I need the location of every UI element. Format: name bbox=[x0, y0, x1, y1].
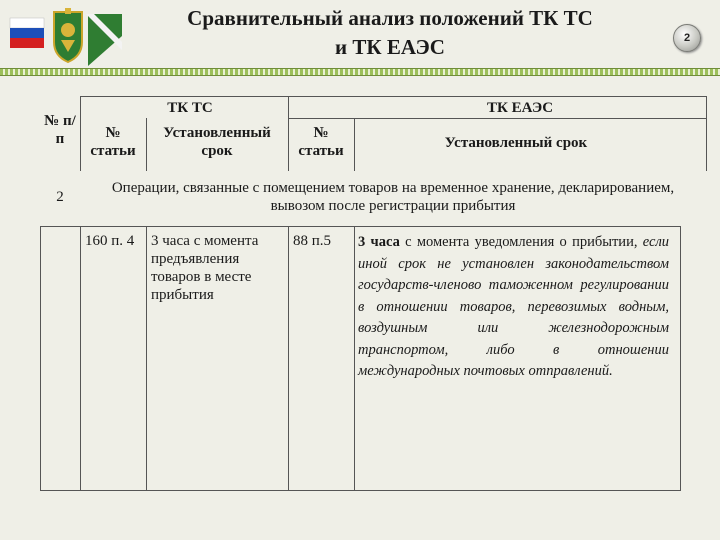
table-rule bbox=[354, 118, 355, 171]
table-rule bbox=[680, 226, 681, 491]
row-number: 2 bbox=[56, 189, 64, 205]
table-rule-bottom bbox=[40, 490, 681, 491]
header-group-tk-ts: ТК ТС bbox=[167, 100, 213, 116]
header-eaes-term: Установленный срок bbox=[444, 135, 588, 151]
title-line-1: Сравнительный анализ положений ТК ТС bbox=[187, 6, 593, 30]
eaes-term-cell bbox=[358, 232, 669, 383]
ts-term-cell: 3 часа с момента предъявления товаров в месте прибытия bbox=[151, 233, 259, 303]
table-rule bbox=[40, 226, 680, 227]
header-group-tk-eaes: ТК ЕАЭС bbox=[486, 100, 554, 116]
table-rule bbox=[354, 226, 355, 491]
table-rule bbox=[288, 226, 289, 491]
table-rule-top bbox=[80, 96, 706, 97]
table-rule bbox=[80, 226, 81, 491]
header-divider bbox=[0, 68, 720, 76]
ts-article-cell: 160 п. 4 bbox=[85, 233, 135, 249]
table-rule bbox=[706, 96, 707, 171]
eaes-article-cell: 88 п.5 bbox=[293, 233, 332, 249]
section-heading: Операции, связанные с помещением товаров на временное хранение, декларированием, вывозом после регистрации прибытия bbox=[111, 180, 675, 214]
header-row-number: № п/п bbox=[44, 113, 76, 147]
eaes-term-text: с момента уведомления о прибытии, bbox=[399, 234, 638, 250]
table-rule bbox=[288, 96, 289, 171]
table-rule bbox=[146, 226, 147, 491]
table-rule bbox=[288, 118, 706, 119]
eaes-term-duration: 3 часа bbox=[358, 234, 400, 250]
eaes-term-exception: если иной срок не установлен законодательством государств-членово таможенном регулировании в отношении товаров, перевозимых водным, воздушным или железнодорожным транспортом, либо в отношении международных почтовых отправлений. bbox=[358, 234, 670, 379]
table-rule bbox=[80, 96, 81, 171]
title-line-2: и ТК ЕАЭС bbox=[335, 35, 445, 59]
table-rule bbox=[146, 118, 147, 171]
header-ts-article: № статьи bbox=[90, 125, 136, 159]
header-eaes-article: № статьи bbox=[298, 125, 344, 159]
header-ts-term: Установленный срок bbox=[163, 125, 271, 159]
table-rule bbox=[40, 226, 41, 491]
customs-emblem-logo bbox=[8, 6, 124, 68]
page-number-badge: 2 bbox=[673, 24, 701, 52]
page-title bbox=[130, 4, 650, 62]
